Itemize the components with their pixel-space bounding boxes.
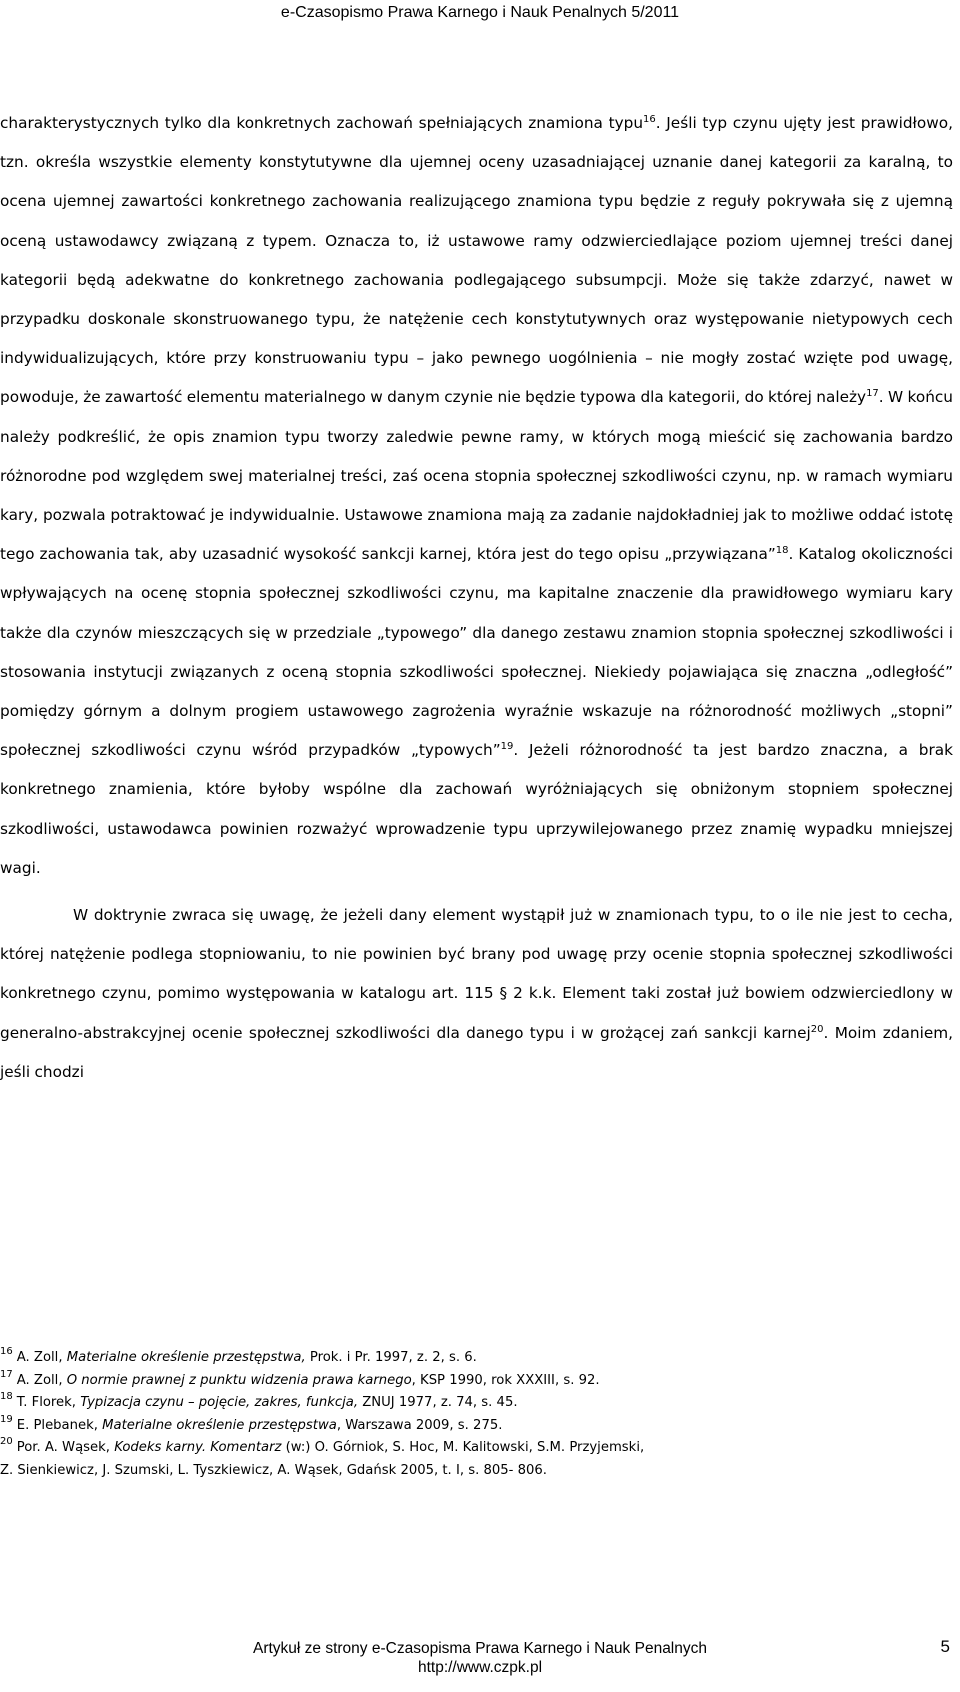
footnote-number: 19 <box>0 1413 13 1425</box>
footnote-source: , KSP 1990, rok XXXIII, s. 92. <box>411 1372 600 1388</box>
footnote-author: Por. A. Wąsek, <box>16 1440 115 1455</box>
running-header: e-Czasopismo Prawa Karnego i Nauk Penalnych 5/2011 <box>280 4 680 21</box>
footnote-source: , Warszawa 2009, s. 275. <box>336 1417 503 1433</box>
paragraph-1-part-d: . Katalog okoliczności wpływających na ocenę stopnia społecznej szkodliwości czynu, ma kapitalne znaczenie dla prawidłowego wymiaru kary także dla czynów mieszczących się w przedziale „typowego” dla danego zestawu znamion stopnia społecznej szkodliwości i stosowania instytucji związanych z oceną stopnia szkodliwości społecznej. Niekiedy pojawiająca się znaczna „odległość” pomiędzy górnym a dolnym progiem ustawowego zagrożenia wyraźnie wskazuje na różnorodność możliwych „stopni” społecznej szkodliwości czynu wśród przypadków „typowych” <box>0 545 953 760</box>
footnote-16 <box>0 1347 953 1370</box>
footnote-19 <box>0 1415 953 1438</box>
footnote-title: Typizacja czynu – pojęcie, zakres, funkcja, <box>80 1395 359 1410</box>
footnote-number: 16 <box>0 1346 13 1357</box>
footnote-title: Materialne określenie przestępstwa <box>102 1417 337 1433</box>
paragraph-1-part-c: . W końcu należy podkreślić, że opis znamion typu tworzy zaledwie pewne ramy, w których mogą mieścić się zachowania bardzo różnorodne pod względem swej materialnej treści, zaś ocena stopnia społecznej szkodliwości czynu, np. w ramach wymiaru kary, pozwala potraktować je indywidualnie. Ustawowe znamiona mają za zadanie najdokładniej jak to możliwe oddać istotę tego zachowania tak, aby uzasadnić wysokość sankcji karnej, która jest do tego opisu „przywiązana” <box>0 388 953 564</box>
footnote-source: ZNUJ 1977, z. 74, s. 45. <box>358 1395 518 1410</box>
footnote-ref-17[interactable]: 17 <box>866 388 879 400</box>
footnote-title: Kodeks karny. Komentarz <box>114 1440 282 1455</box>
footnote-ref-18[interactable]: 18 <box>775 545 789 557</box>
footnote-20 <box>0 1437 953 1482</box>
footnote-author: E. Plebanek, <box>16 1417 103 1433</box>
footnote-17 <box>0 1370 953 1393</box>
page-number: 5 <box>940 1637 950 1656</box>
paragraph-2 <box>0 896 953 1092</box>
footnote-ref-19[interactable]: 19 <box>500 741 514 753</box>
footnote-ref-16[interactable]: 16 <box>643 114 656 125</box>
footnote-number: 17 <box>0 1368 13 1380</box>
footnote-18 <box>0 1392 953 1415</box>
main-text <box>0 104 953 1092</box>
paragraph-1 <box>0 104 953 888</box>
footnotes <box>0 1347 953 1482</box>
footnote-source: (w:) O. Górniok, S. Hoc, M. Kalitowski, S.M. Przyjemski, <box>281 1440 645 1455</box>
footnote-source: Prok. i Pr. 1997, z. 2, s. 6. <box>305 1350 477 1365</box>
paragraph-1-part-b: . Jeśli typ czynu ujęty jest prawidłowo, tzn. określa wszystkie elementy konstytutywne dla ujemnej oceny uzasadniającej uznanie danej kategorii za karalną, to ocena ujemnej zawartości konkretnego zachowania realizującego znamiona typu będzie z reguły pokrywała się z ujemną oceną ustawodawcy związaną z typem. Oznacza to, iż ustawowe ramy odzwierciedlające poziom ujemnej treści danej kategorii będą adekwatne do konkretnego zachowania podlegającego subsumpcji. Może się także zdarzyć, nawet w przypadku doskonale skonstruowanego typu, że natężenie cech konstytutywnych oraz występowanie nietypowych cech indywidualizujących, które przy konstruowaniu typu – jako pewnego uogólnienia – nie mogły zostać wzięte pod uwagę, powoduje, że zawartość elementu materialnego w danym czynie nie będzie typowa dla kategorii, do której należy <box>0 114 954 407</box>
paragraph-1-part-a: charakterystycznych tylko dla konkretnych zachowań spełniających znamiona typu <box>0 114 644 132</box>
footnote-continuation: Z. Sienkiewicz, J. Szumski, L. Tyszkiewicz, A. Wąsek, Gdańsk 2005, t. I, s. 805- 806. <box>0 1462 547 1478</box>
paragraph-2-part-b: . Moim zdaniem, jeśli chodzi <box>0 1023 953 1081</box>
paragraph-2-part-a: W doktrynie zwraca się uwagę, że jeżeli dany element wystąpił już w znamionach typu, to o ile nie jest to cecha, której natężenie podlega stopniowaniu, to nie powinien być brany pod uwagę przy ocenie stopnia społecznej szkodliwości konkretnego czynu, pomimo występowania w katalogu art. 115 § 2 k.k. Element taki został już bowiem odzwierciedlony w generalno-abstrakcyjnej ocenie społecznej szkodliwości dla danego typu i w grożącej zań sankcji karnej <box>0 906 953 1042</box>
page-footer <box>0 1639 960 1677</box>
footnote-author: T. Florek, <box>16 1395 81 1410</box>
footnote-title: O normie prawnej z punktu widzenia prawa karnego <box>66 1372 412 1388</box>
footnote-ref-20[interactable]: 20 <box>810 1023 824 1035</box>
footnote-number: 18 <box>0 1391 13 1402</box>
footnote-number: 20 <box>0 1436 13 1447</box>
footnote-author: A. Zoll, <box>16 1350 67 1365</box>
footer-source-line: Artykuł ze strony e-Czasopisma Prawa Karnego i Nauk Penalnych <box>252 1640 707 1657</box>
footnote-title: Materialne określenie przestępstwa, <box>66 1350 306 1365</box>
footnote-author: A. Zoll, <box>16 1372 67 1388</box>
footer-url[interactable]: http://www.czpk.pl <box>417 1659 543 1676</box>
paragraph-1-part-e: . Jeżeli różnorodność ta jest bardzo znaczna, a brak konkretnego znamienia, które byłoby wspólne dla zachowań wyróżniających się obniżonym stopniem społecznej szkodliwości, ustawodawca powinien rozważyć wprowadzenie typu uprzywilejowanego przez znamię wypadku mniejszej wagi. <box>0 741 953 877</box>
